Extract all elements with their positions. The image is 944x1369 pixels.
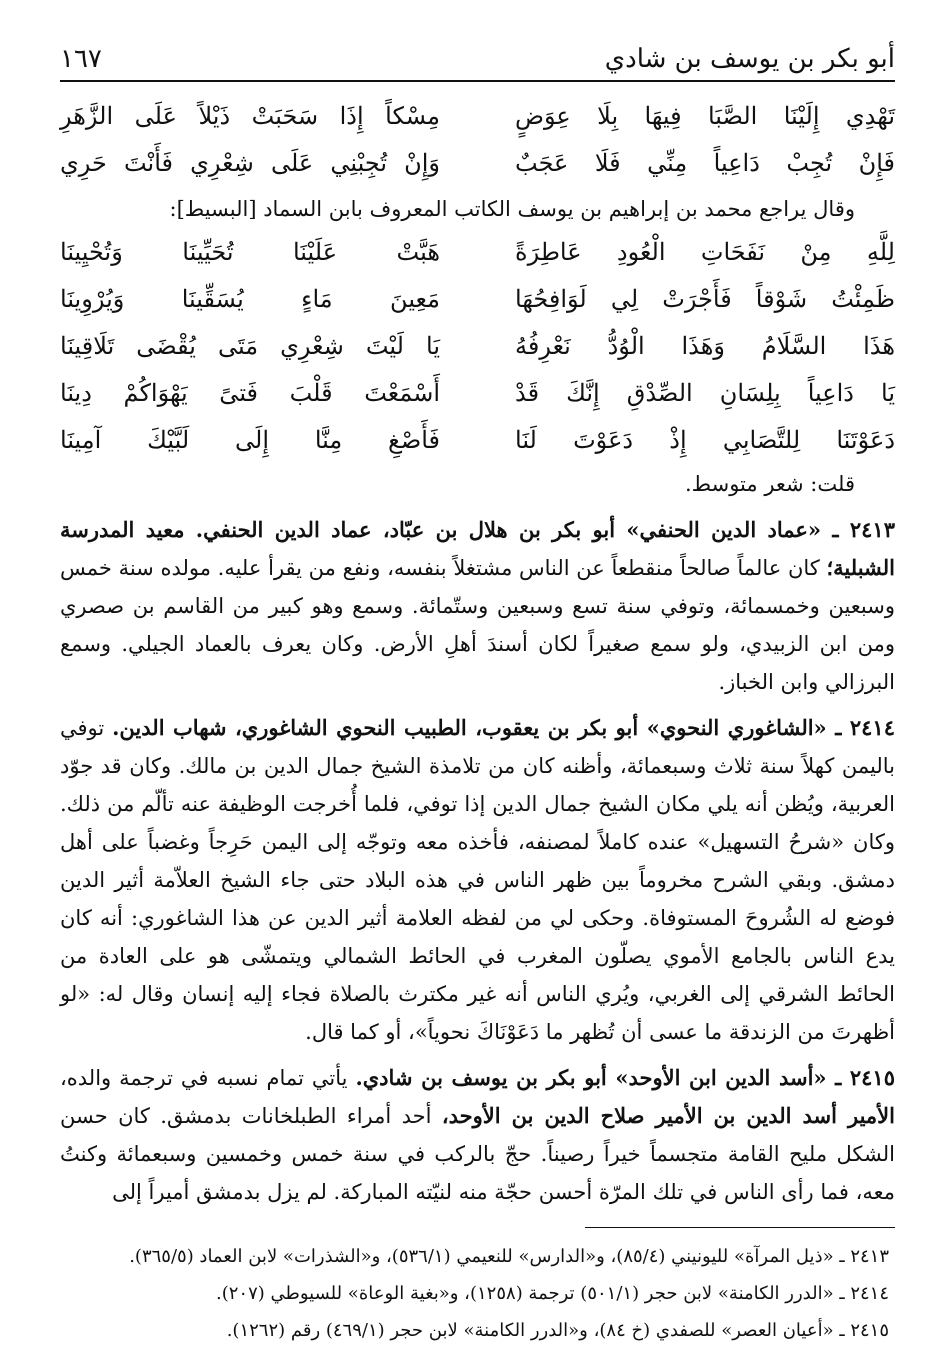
second-hemistich: مِسْكاً إِذَا سَحَبَتْ ذَيْلاً عَلَى الزَّهَرِ xyxy=(60,101,440,130)
entry-subheading: الأمير أسد الدين بن الأمير صلاح الدين بن الأوحد، xyxy=(441,1103,895,1128)
poem-1 xyxy=(60,92,895,186)
second-hemistich: فَأَصْغِ مِنَّا إِلَى لَبَّيْكَ آمِينَا xyxy=(60,425,440,454)
entry-heading: ٢٤١٣ ـ «عماد الدين الحنفي» أبو بكر بن هلال بن عبّاد، عماد الدين الحنفي. معيد المدرسة الشبلية؛ xyxy=(60,517,895,580)
second-hemistich: يَا لَيْتَ شِعْرِي مَتَى يُقْضَى تَلَاقِينَا xyxy=(60,331,440,360)
footnote-divider xyxy=(585,1227,895,1228)
entry-text: يأتي تمام نسبه في ترجمة والده، xyxy=(60,1066,356,1090)
footnote: ٢٤١٤ ـ «الدرر الكامنة» لابن حجر (٥٠١/١) ترجمة (١٢٥٨)، و«بغية الوعاة» للسيوطي (٢٠٧). xyxy=(216,1283,889,1304)
footnote: ٢٤١٣ ـ «ذيل المرآة» لليونيني (٨٥/٤)، و«الدارس» للنعيمي (٥٣٦/١)، و«الشذرات» لابن العماد (٣٦٥/٥). xyxy=(129,1246,889,1267)
second-hemistich: أَسْمَعْتَ قَلْبَ فَتىً يَهْوَاكُمْ دِينَا xyxy=(60,378,440,407)
verse-line xyxy=(60,369,895,416)
verse-line xyxy=(60,139,895,186)
footnotes xyxy=(60,1227,895,1349)
first-hemistich: تَهْدِي إِلَيْنَا الصَّبَا فِيهَا بِلَا عِوَضٍ xyxy=(515,101,895,130)
first-hemistich: دَعَوْتَنَا لِلتَّصَابِي إِذْ دَعَوْتَ لَنَا xyxy=(515,425,895,454)
running-title: أبو بكر بن يوسف بن شادي xyxy=(604,44,895,74)
second-hemistich: مَعِينَ مَاءٍ يُسَقِّينَا وَيُرْوِينَا xyxy=(60,284,440,313)
verse-line xyxy=(60,322,895,369)
first-hemistich: لِلَّهِ مِنْ نَفَحَاتِ الْعُودِ عَاطِرَةً xyxy=(515,237,895,266)
first-hemistich: يَا دَاعِياً بِلِسَانِ الصِّدْقِ إِنَّكَ قَدْ xyxy=(515,378,895,407)
verse-line xyxy=(60,416,895,463)
entry-text: توفي باليمن كهلاً سنة ثلاث وسبعمائة، وأظنه كان من تلامذة الشيخ جمال الدين بن مالك. وكان قد جوّد العربية، ويُظن أنه يلي مكان الشيخ جمال الدين إذا توفي، فلما أُخرجت الوظيفة عنه تألّم من ذلك. وكان «شرحُ التسهيل» عنده كاملاً لمصنفه، فأخذه معه وتوجّه إلى اليمن حَرِجاً وغضباً على أهل دمشق. وبقي الشرح مخروماً بين ظهر الناس في هذه البلاد حتى جاء الشيخ العلاّمة أثير الدين فوضع له الشُروحَ المستوفاة. وحكى لي من لفظه العلامة أثير الدين عن هذا الشاغوري: أنه كان يدع الناس بالجامع الأموي يصلّون المغرب في الحائط الشمالي ويتمشّى هو على العادة من الحائط الشرقي إلى الغربي، ويُري الناس أنه غير مكترث بالصلاة فجاء إليه إنسان وقال له: «لو أظهرتَ من الزندقة ما عسى أن تُظهر ما دَعَوْنَاكَ نحوياً»، أو كما قال. xyxy=(60,716,895,1044)
first-hemistich: فَإِنْ تُجِبْ دَاعِياً مِنِّي فَلَا عَجَبٌ xyxy=(515,148,895,177)
book-page xyxy=(60,30,895,1349)
poem-intro: وقال يراجع محمد بن إبراهيم بن يوسف الكاتب المعروف بابن السماد [البسيط]: xyxy=(169,197,855,221)
page-number: ١٦٧ xyxy=(60,44,102,74)
second-hemistich: وَإِنْ تُجِبْنِي عَلَى شِعْرِي فَأَنْتَ حَرِي xyxy=(60,148,440,177)
entry-2413 xyxy=(60,511,895,701)
second-hemistich: هَبَّتْ عَلَيْنَا تُحَيِّينَا وَتُحْيِينَا xyxy=(60,237,440,266)
entry-text: أحد أمراء الطبلخانات بدمشق. كان حسن الشكل مليح القامة متجسماً خيراً رصيناً. حجّ بالركب في سنة خمس وخمسين وسبعمائة وكنتُ معه، فما رأى الناس في تلك المرّة أحسن حجّة منه لنيّته المباركة. لم يزل بدمشق أميراً إلى xyxy=(60,1104,895,1204)
author-remark: قلت: شعر متوسط. xyxy=(685,472,855,496)
entry-text: كان عالماً صالحاً منقطعاً عن الناس مشتغلاً بنفسه، ونفع من يقرأ عليه. مولده سنة خمس وسبعين وخمسمائة، وتوفي سنة تسع وسبعين وستّمائة. وسمع وهو كبير من القاسم بن صصري ومن ابن الزبيدي، ولو سمع صغيراً لكان أسندَ أهلِ الأرض. وكان يعرف بالعماد الجيلي. وسمع البرزالي وابن الخباز. xyxy=(60,556,895,694)
entry-2415 xyxy=(60,1059,895,1211)
poem-2 xyxy=(60,228,895,463)
entry-2414 xyxy=(60,709,895,1051)
first-hemistich: هَذَا السَّلَامُ وَهَذَا الْوُدُّ نَعْرِفُهُ xyxy=(515,331,895,360)
entry-heading: ٢٤١٥ ـ «أسد الدين ابن الأوحد» أبو بكر بن يوسف بن شادي. xyxy=(355,1065,895,1090)
verse-line xyxy=(60,228,895,275)
verse-line xyxy=(60,275,895,322)
verse-line xyxy=(60,92,895,139)
entry-heading: ٢٤١٤ ـ «الشاغوري النحوي» أبو بكر بن يعقوب، الطبيب النحوي الشاغوري، شهاب الدين. xyxy=(112,715,895,740)
first-hemistich: ظَمِئْتُ شَوْقاً فَأَجْرَتْ لِي لَوَافِحُهَا xyxy=(515,284,895,313)
footnote: ٢٤١٥ ـ «أعيان العصر» للصفدي (خ ٨٤)، و«الدرر الكامنة» لابن حجر (٤٦٩/١) رقم (١٢٦٢). xyxy=(226,1320,889,1341)
page-header xyxy=(60,30,895,82)
